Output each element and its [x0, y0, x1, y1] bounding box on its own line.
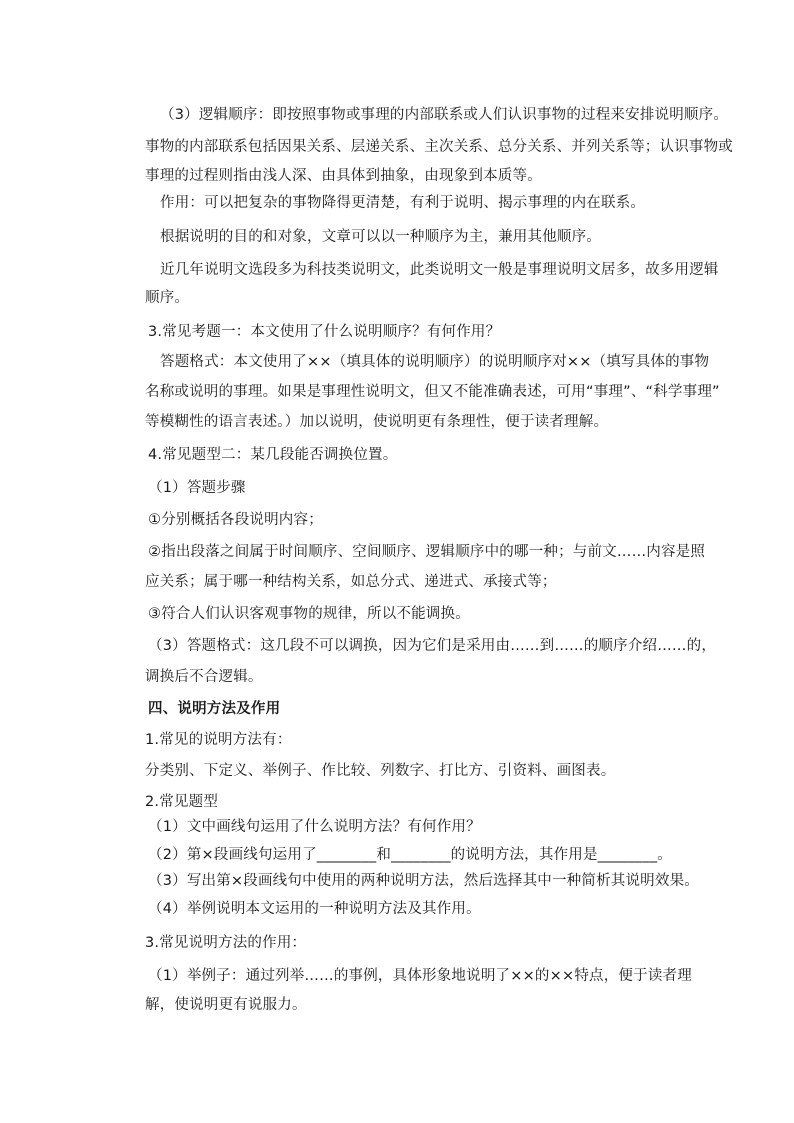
- question-type-2: 4.常见题型二：某几段能否调换位置。: [148, 447, 398, 463]
- answer-format-3-line-2: 调换后不合逻辑。: [145, 669, 263, 685]
- paragraph-logical-order-1: （3）逻辑顺序：即按照事物或事理的内部联系或人们认识事物的过程来安排说明顺序。: [160, 107, 729, 123]
- common-question-types: 2.常见题型: [145, 794, 219, 810]
- question-item-4: （4）举例说明本文运用的一种说明方法及其作用。: [148, 901, 481, 917]
- answer-format-3-line-1: （3）答题格式：这几段不可以调换，因为它们是采用由……到……的顺序介绍……的，: [148, 638, 717, 654]
- answer-format-3: 等模糊性的语言表述。）加以说明，使说明更有条理性，便于读者理解。: [145, 414, 609, 430]
- step-2-line-1: ②指出段落之间属于时间顺序、空间顺序、逻辑顺序中的哪一种；与前文……内容是照: [148, 544, 706, 560]
- step-3: ③符合人们认识客观事物的规律，所以不能调换。: [148, 606, 470, 622]
- answer-format-2: 名称或说明的事理。如果是事理性说明文，但又不能准确表述，可用“事理”、“科学事理”: [145, 384, 720, 400]
- paragraph-logical-order-2: 事物的内部联系包括因果关系、层递关系、主次关系、总分关系、并列关系等；认识事物或: [145, 139, 733, 155]
- example-method-line-2: 解，使说明更有说服力。: [145, 997, 307, 1013]
- paragraph-recent-years-1: 近几年说明文选段多为科技类说明文，此类说明文一般是事理说明文居多，故多用逻辑: [160, 262, 719, 278]
- step-2-line-2: 应关系；属于哪一种结构关系，如总分式、递进式、承接式等；: [145, 574, 557, 590]
- answer-steps: （1）答题步骤: [148, 480, 246, 496]
- answer-format-1: 答题格式：本文使用了××（填具体的说明顺序）的说明顺序对××（填写具体的事物: [160, 354, 710, 370]
- method-functions-title: 3.常见说明方法的作用：: [145, 935, 307, 951]
- paragraph-recent-years-2: 顺序。: [145, 290, 190, 306]
- section-heading-4: 四、说明方法及作用: [148, 701, 281, 717]
- paragraph-logical-order-3: 事理的过程则指由浅人深、由具体到抽象，由现象到本质等。: [145, 168, 542, 184]
- example-method-line-1: （1）举例子：通过列举……的事例，具体形象地说明了××的××特点，便于读者理: [148, 968, 692, 984]
- step-1: ①分别概括各段说明内容；: [148, 512, 323, 528]
- question-item-2: （2）第×段画线句运用了________和________的说明方法，其作用是________。: [148, 847, 672, 863]
- question-item-1: （1）文中画线句运用了什么说明方法？有何作用？: [148, 819, 481, 835]
- question-item-3: （3）写出第×段画线句中使用的两种说明方法，然后选择其中一种简析其说明效果。: [148, 873, 699, 889]
- common-methods-list: 分类别、下定义、举例子、作比较、列数字、打比方、引资料、画图表。: [145, 763, 616, 779]
- paragraph-main-order: 根据说明的目的和对象，文章可以以一种顺序为主，兼用其他顺序。: [160, 229, 601, 245]
- common-methods-title: 1.常见的说明方法有：: [145, 732, 292, 748]
- question-type-1: 3.常见考题一：本文使用了什么说明顺序？有何作用？: [148, 324, 501, 340]
- paragraph-function: 作用：可以把复杂的事物降得更清楚，有利于说明、揭示事理的内在联系。: [160, 195, 646, 211]
